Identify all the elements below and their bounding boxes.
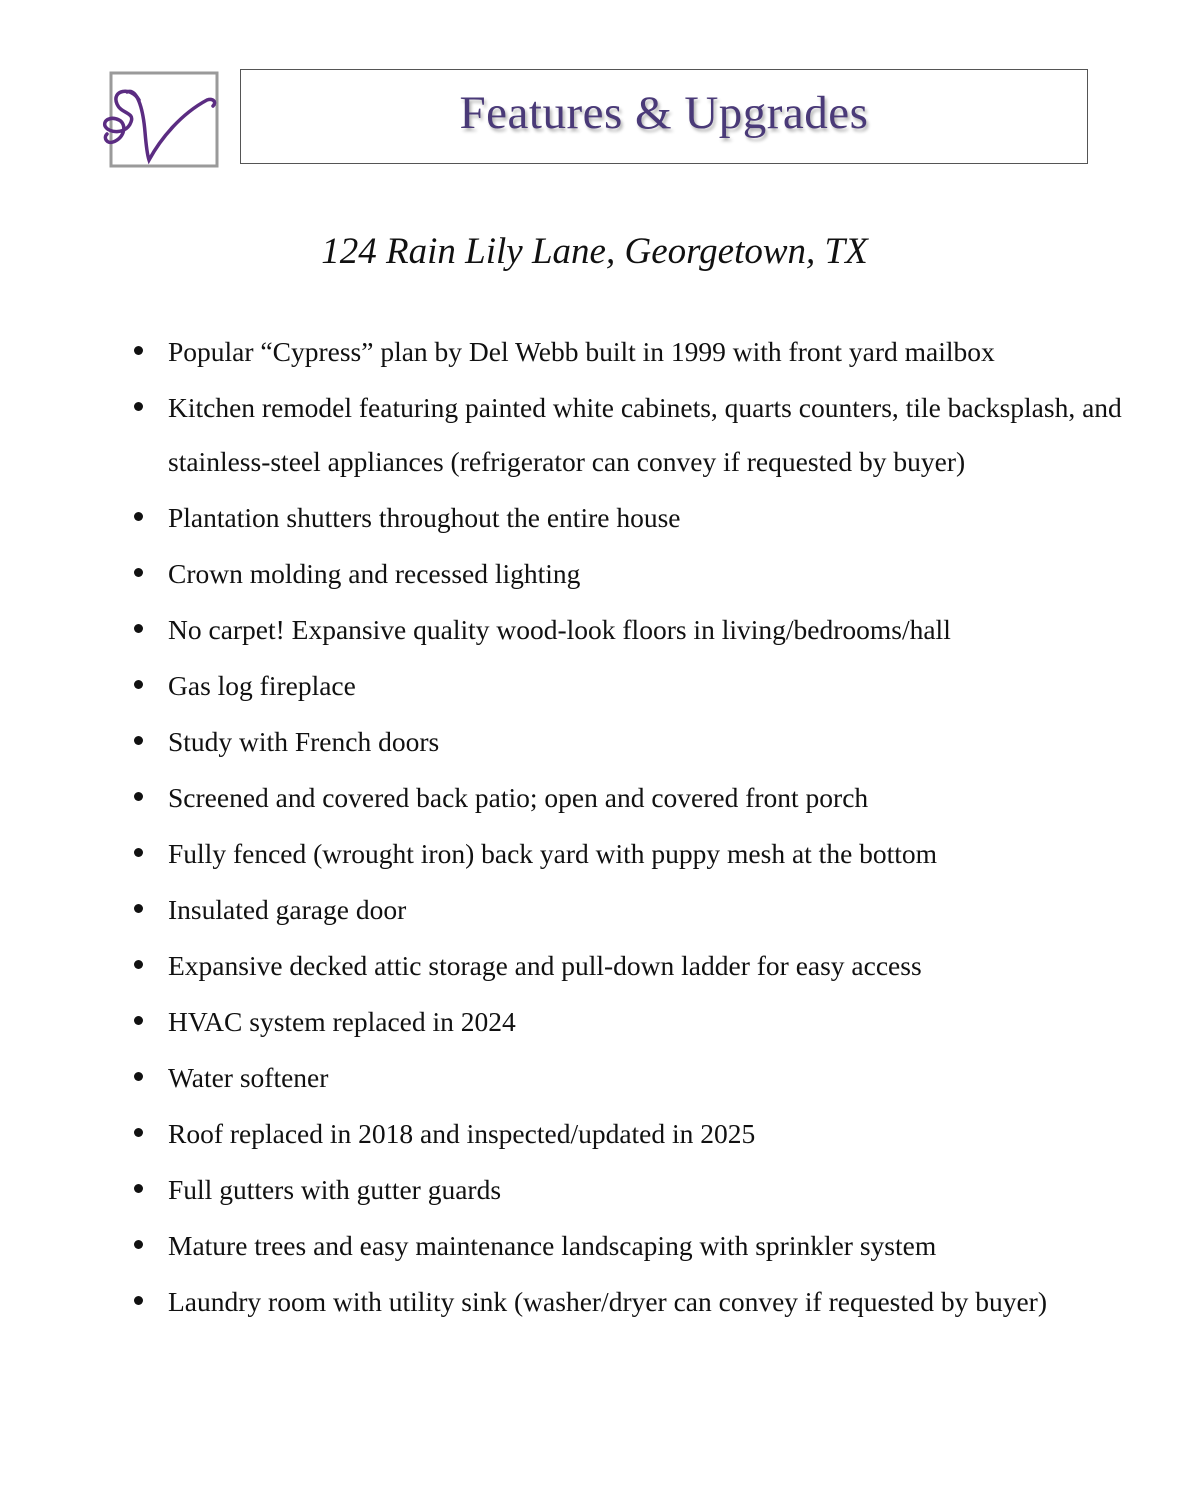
feature-item	[130, 659, 1130, 713]
feature-item	[130, 325, 1130, 379]
feature-text: Crown molding and recessed lighting	[168, 558, 581, 589]
feature-text: Laundry room with utility sink (washer/dryer can convey if requested by buyer)	[168, 1286, 1047, 1317]
feature-text: Fully fenced (wrought iron) back yard with puppy mesh at the bottom	[168, 838, 938, 869]
bullet-icon	[134, 792, 143, 801]
bullet-icon	[134, 1296, 143, 1305]
feature-item	[130, 1219, 1130, 1273]
feature-text: Insulated garage door	[168, 894, 407, 925]
feature-text: HVAC system replaced in 2024	[168, 1006, 516, 1037]
bullet-icon	[134, 848, 143, 857]
bullet-icon	[134, 346, 143, 355]
features-list	[130, 325, 1130, 1331]
feature-text: Popular “Cypress” plan by Del Webb built in 1999 with front yard mailbox	[168, 336, 995, 367]
logo-mark-icon	[101, 68, 223, 168]
feature-text: Expansive decked attic storage and pull-down ladder for easy access	[168, 950, 922, 981]
bullet-icon	[134, 402, 143, 411]
feature-item	[130, 939, 1130, 993]
bullet-icon	[134, 624, 143, 633]
bullet-icon	[134, 1128, 143, 1137]
feature-item	[130, 1163, 1130, 1217]
feature-item	[130, 381, 1130, 489]
bullet-icon	[134, 1072, 143, 1081]
feature-item	[130, 1275, 1130, 1329]
feature-item	[130, 771, 1130, 825]
feature-item	[130, 995, 1130, 1049]
feature-text: Gas log fireplace	[168, 670, 356, 701]
feature-text: Mature trees and easy maintenance landscaping with sprinkler system	[168, 1230, 937, 1261]
sv-monogram-logo	[101, 68, 223, 168]
feature-item	[130, 603, 1130, 657]
feature-item	[130, 547, 1130, 601]
property-address: 124 Rain Lily Lane, Georgetown, TX	[321, 231, 868, 272]
feature-text: Roof replaced in 2018 and inspected/updated in 2025	[168, 1118, 756, 1149]
feature-item	[130, 1051, 1130, 1105]
bullet-icon	[134, 960, 143, 969]
title-banner	[240, 69, 1088, 164]
feature-item	[130, 827, 1130, 881]
bullet-icon	[134, 1240, 143, 1249]
feature-item	[130, 1107, 1130, 1161]
feature-text: Screened and covered back patio; open and covered front porch	[168, 782, 869, 813]
bullet-icon	[134, 1184, 143, 1193]
bullet-icon	[134, 680, 143, 689]
bullet-icon	[134, 568, 143, 577]
feature-item	[130, 715, 1130, 769]
feature-text: Plantation shutters throughout the entire house	[168, 502, 681, 533]
bullet-icon	[134, 512, 143, 521]
feature-text: Full gutters with gutter guards	[168, 1174, 502, 1205]
feature-item	[130, 883, 1130, 937]
bullet-icon	[134, 904, 143, 913]
bullet-icon	[134, 736, 143, 745]
feature-item	[130, 491, 1130, 545]
feature-text: Water softener	[168, 1062, 329, 1093]
page-title: Features & Upgrades	[459, 86, 869, 139]
feature-text: No carpet! Expansive quality wood-look floors in living/bedrooms/hall	[168, 614, 951, 645]
feature-text: Kitchen remodel featuring painted white cabinets, quarts counters, tile backsplash, and stainless-steel appliances (refrigerator can convey if requested by buyer)	[168, 392, 1122, 477]
feature-text: Study with French doors	[168, 726, 440, 757]
bullet-icon	[134, 1016, 143, 1025]
